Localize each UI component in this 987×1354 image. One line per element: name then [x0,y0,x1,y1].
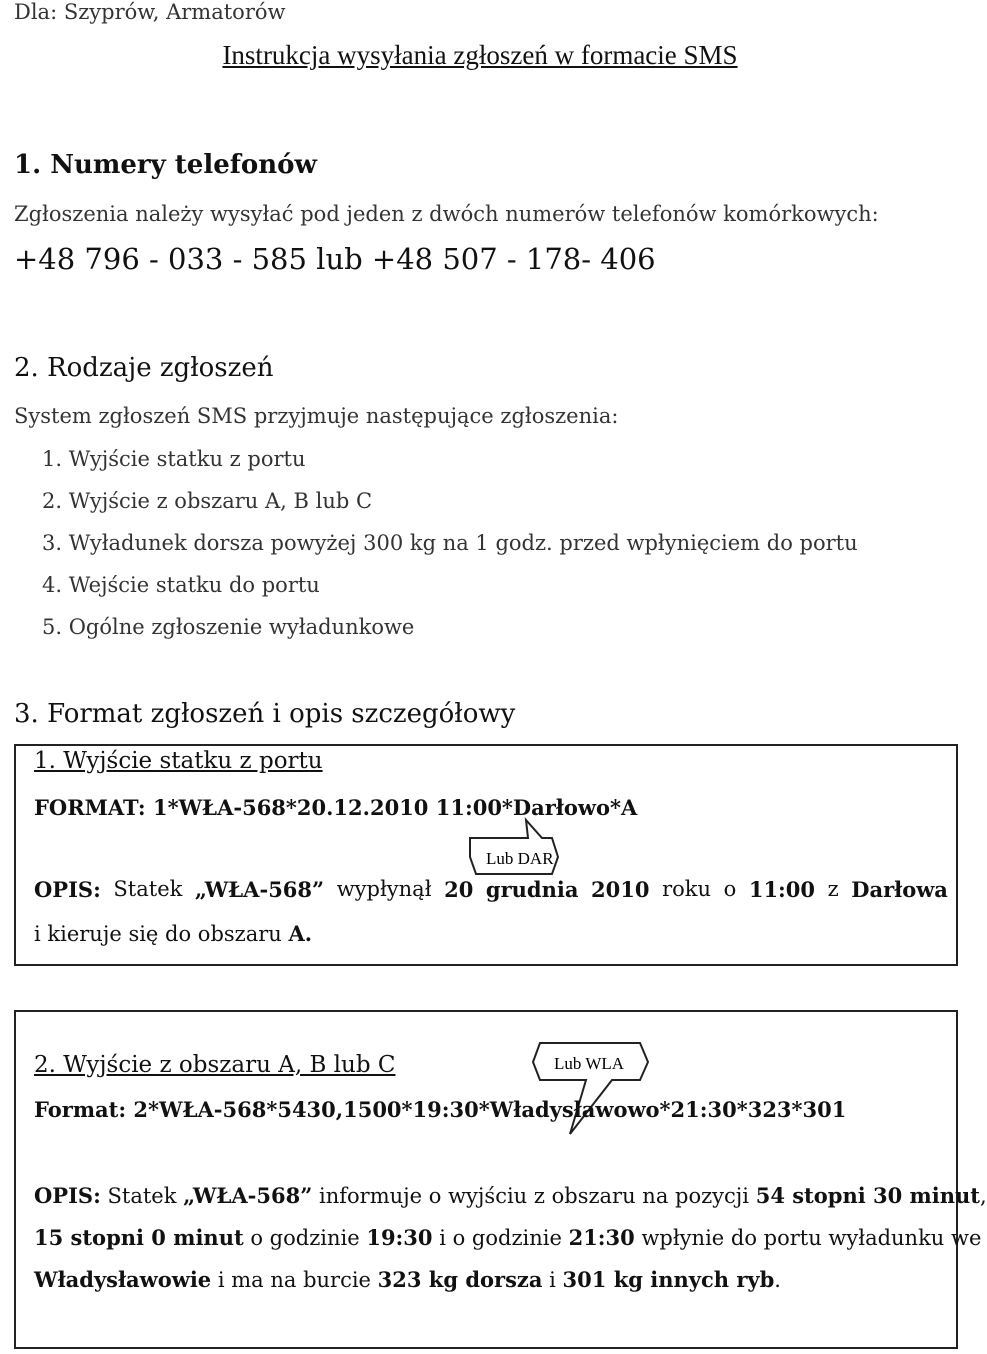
callout-text: Lub WLA [554,1054,625,1073]
opis-word: „WŁA-568” [194,877,325,902]
callout-text: Lub DAR [486,849,554,868]
opis-bold: „WŁA-568” [183,1183,313,1208]
box-1-format: FORMAT: 1*WŁA-568*20.12.2010 11:00*Darłowo*A [34,795,638,820]
opis-text: , [979,1184,987,1208]
opis-word: grudnia [485,877,579,902]
opis-label: OPIS: [34,1183,101,1208]
opis-text: i o godzinie [432,1226,569,1250]
section-2-text: System zgłoszeń SMS przyjmuje następujące zgłoszenia: [14,404,619,428]
list-item: 4. Wejście statku do portu [42,573,320,597]
callout-lub-dar [466,818,562,876]
opis-text: o godzinie [243,1226,367,1250]
section-2-heading: 2. Rodzaje zgłoszeń [14,353,274,383]
section-1-heading: 1. Numery telefonów [14,150,317,180]
box-2-opis-line-2 [34,1225,981,1250]
opis-text: informuje o wyjściu z obszaru na pozycji [312,1184,756,1208]
opis-bold: Władysławowie [34,1267,212,1292]
opis-bold: 54 stopni 30 minut [755,1183,980,1208]
opis-bold: 323 kg dorsza [377,1267,543,1292]
opis-text: i kieruje się do obszaru [34,922,289,946]
opis-word: wypłynął [336,877,432,901]
opis-word: o [723,877,737,901]
opis-text: i ma na burcie [211,1268,378,1292]
recipients-line: Dla: Szyprów, Armatorów [14,0,286,24]
opis-word: Darłowa [851,877,948,902]
opis-word: 20 [444,877,474,902]
opis-word: roku [662,877,712,901]
opis-text: i [542,1268,563,1292]
opis-text: . [774,1268,781,1292]
section-1-text: Zgłoszenia należy wysyłać pod jeden z dwóch numerów telefonów komórkowych: [14,202,879,226]
opis-bold: 21:30 [568,1225,635,1250]
box-2-heading: 2. Wyjście z obszaru A, B lub C [34,1052,396,1078]
box-2-opis-line-1 [34,1183,987,1208]
list-item: 2. Wyjście z obszaru A, B lub C [42,489,373,513]
section-3-heading: 3. Format zgłoszeń i opis szczegółowy [14,699,516,729]
opis-word: Statek [113,877,183,901]
phone-numbers: +48 796 - 033 - 585 lub +48 507 - 178- 406 [14,242,656,276]
list-item: 5. Ogólne zgłoszenie wyładunkowe [42,615,415,639]
box-2-opis-line-3 [34,1267,781,1292]
box-1-heading: 1. Wyjście statku z portu [34,748,323,774]
list-item: 3. Wyładunek dorsza powyżej 300 kg na 1 godz. przed wpłynięciem do portu [42,531,858,555]
page-title: Instrukcja wysyłania zgłoszeń w formacie SMS [222,40,738,70]
box-1-opis-line-1 [34,877,948,902]
opis-word: 11:00 [748,877,816,902]
box-2-format: Format: 2*WŁA-568*5430,1500*19:30*Władysławowo*21:30*323*301 [34,1097,847,1122]
box-1-opis-line-2 [34,921,312,946]
opis-bold: 19:30 [366,1225,433,1250]
list-item: 1. Wyjście statku z portu [42,447,306,471]
opis-bold: 15 stopni 0 minut [34,1225,244,1250]
opis-label: OPIS: [34,877,101,902]
opis-word: z [827,877,839,901]
opis-bold: 301 kg innych ryb [562,1267,775,1292]
opis-bold: A. [288,921,313,946]
opis-text: Statek [100,1184,184,1208]
callout-lub-wla [530,1040,654,1138]
opis-text: wpłynie do portu wyładunku we [634,1226,982,1250]
opis-word: 2010 [591,877,650,902]
